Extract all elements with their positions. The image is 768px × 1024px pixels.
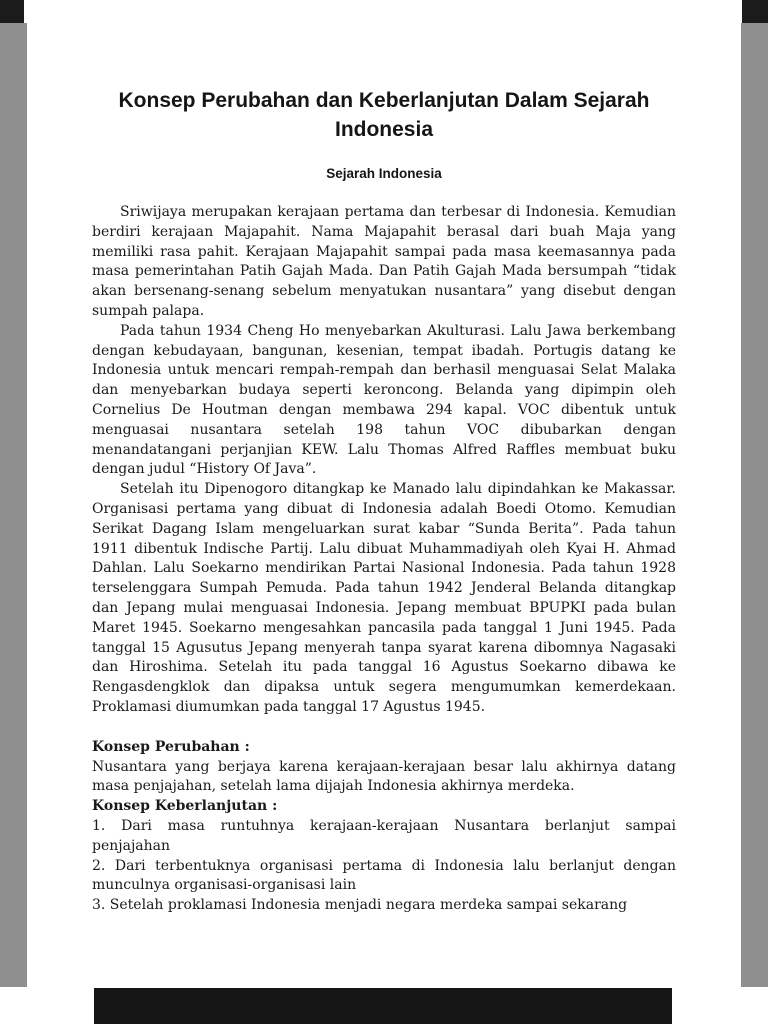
paragraph: Pada tahun 1934 Cheng Ho menyebarkan Akulturasi. Lalu Jawa berkembang dengan kebudayaan, bangunan, kesenian, tempat ibadah. Portugis datang ke Indonesia untuk mencari rempah-rempah dan berhasil menguasai Selat Malaka dan menyebarkan budaya seperti keroncong. Belanda yang dipimpin oleh Cornelius De Houtman dengan membawa 294 kapal. VOC dibentuk untuk menguasai nusantara setelah 198 tahun VOC dibubarkan dengan menandatangani perjanjian KEW. Lalu Thomas Alfred Raffles membuat buku dengan judul “History Of Java”.: [92, 322, 676, 478]
list-item: 1. Dari masa runtuhnya kerajaan-kerajaan Nusantara berlanjut sampai penjajahan: [92, 817, 676, 854]
section-body-konsep-perubahan: Nusantara yang berjaya karena kerajaan-kerajaan besar lalu akhirnya datang masa penjajahan, setelah lama dijajah Indonesia akhirnya merdeka.: [92, 758, 676, 795]
scan-bottom-bar: [94, 988, 672, 1024]
document-title: Konsep Perubahan dan Keberlanjutan Dalam Sejarah Indonesia: [118, 89, 650, 141]
paragraph: Sriwijaya merupakan kerajaan pertama dan terbesar di Indonesia. Kemudian berdiri kerajaan Majapahit. Nama Majapahit berasal dari buah Maja yang memiliki rasa pahit. Kerajaan Majapahit sampai pada masa keemasannya pada masa pemerintahan Patih Gajah Mada. Dan Patih Gajah Mada bersumpah “tidak akan bersenang-senang sebelum menyatukan nusantara” yang disebut dengan sumpah palapa.: [92, 204, 676, 319]
scan-corner-top-left: [0, 0, 24, 23]
document-subtitle: Sejarah Indonesia: [326, 166, 442, 181]
body-paragraphs: [92, 203, 676, 718]
scan-edge-left: [0, 23, 27, 987]
paragraph: Setelah itu Dipenogoro ditangkap ke Manado lalu dipindahkan ke Makassar. Organisasi pertama yang dibuat di Indonesia adalah Boedi Otomo. Kemudian Serikat Dagang Islam mengeluarkan surat kabar “Sunda Berita”. Pada tahun 1911 dibentuk Indische Partij. Lalu dibuat Muhammadiyah oleh Kyai H. Ahmad Dahlan. Lalu Soekarno mendirikan Partai Nasional Indonesia. Pada tahun 1928 terselenggara Sumpah Pemuda. Pada tahun 1942 Jenderal Belanda ditangkap dan Jepang mulai menguasai Indonesia. Jepang membuat BPUPKI pada bulan Maret 1945. Soekarno mengesahkan pancasila pada tanggal 1 Juni 1945. Pada tanggal 15 Agusutus Jepang menyerah tanpa syarat karena dibomnya Nagasaki dan Hiroshima. Setelah itu pada tanggal 16 Agustus Soekarno dibawa ke Rengasdengklok dan dipaksa untuk segera mengumumkan kemerdekaan. Proklamasi diumumkan pada tanggal 17 Agustus 1945.: [92, 481, 676, 715]
list-item: 2. Dari terbentuknya organisasi pertama di Indonesia lalu berlanjut dengan munculnya organisasi-organisasi lain: [92, 857, 676, 894]
section-heading-konsep-perubahan: Konsep Perubahan :: [92, 738, 250, 755]
scan-edge-right: [741, 23, 768, 987]
section-heading-konsep-keberlanjutan: Konsep Keberlanjutan :: [92, 798, 278, 815]
document-content: [92, 86, 676, 916]
scan-corner-top-right: [742, 0, 768, 23]
concept-sections: [92, 738, 676, 916]
list-item: 3. Setelah proklamasi Indonesia menjadi negara merdeka sampai sekarang: [92, 897, 628, 914]
